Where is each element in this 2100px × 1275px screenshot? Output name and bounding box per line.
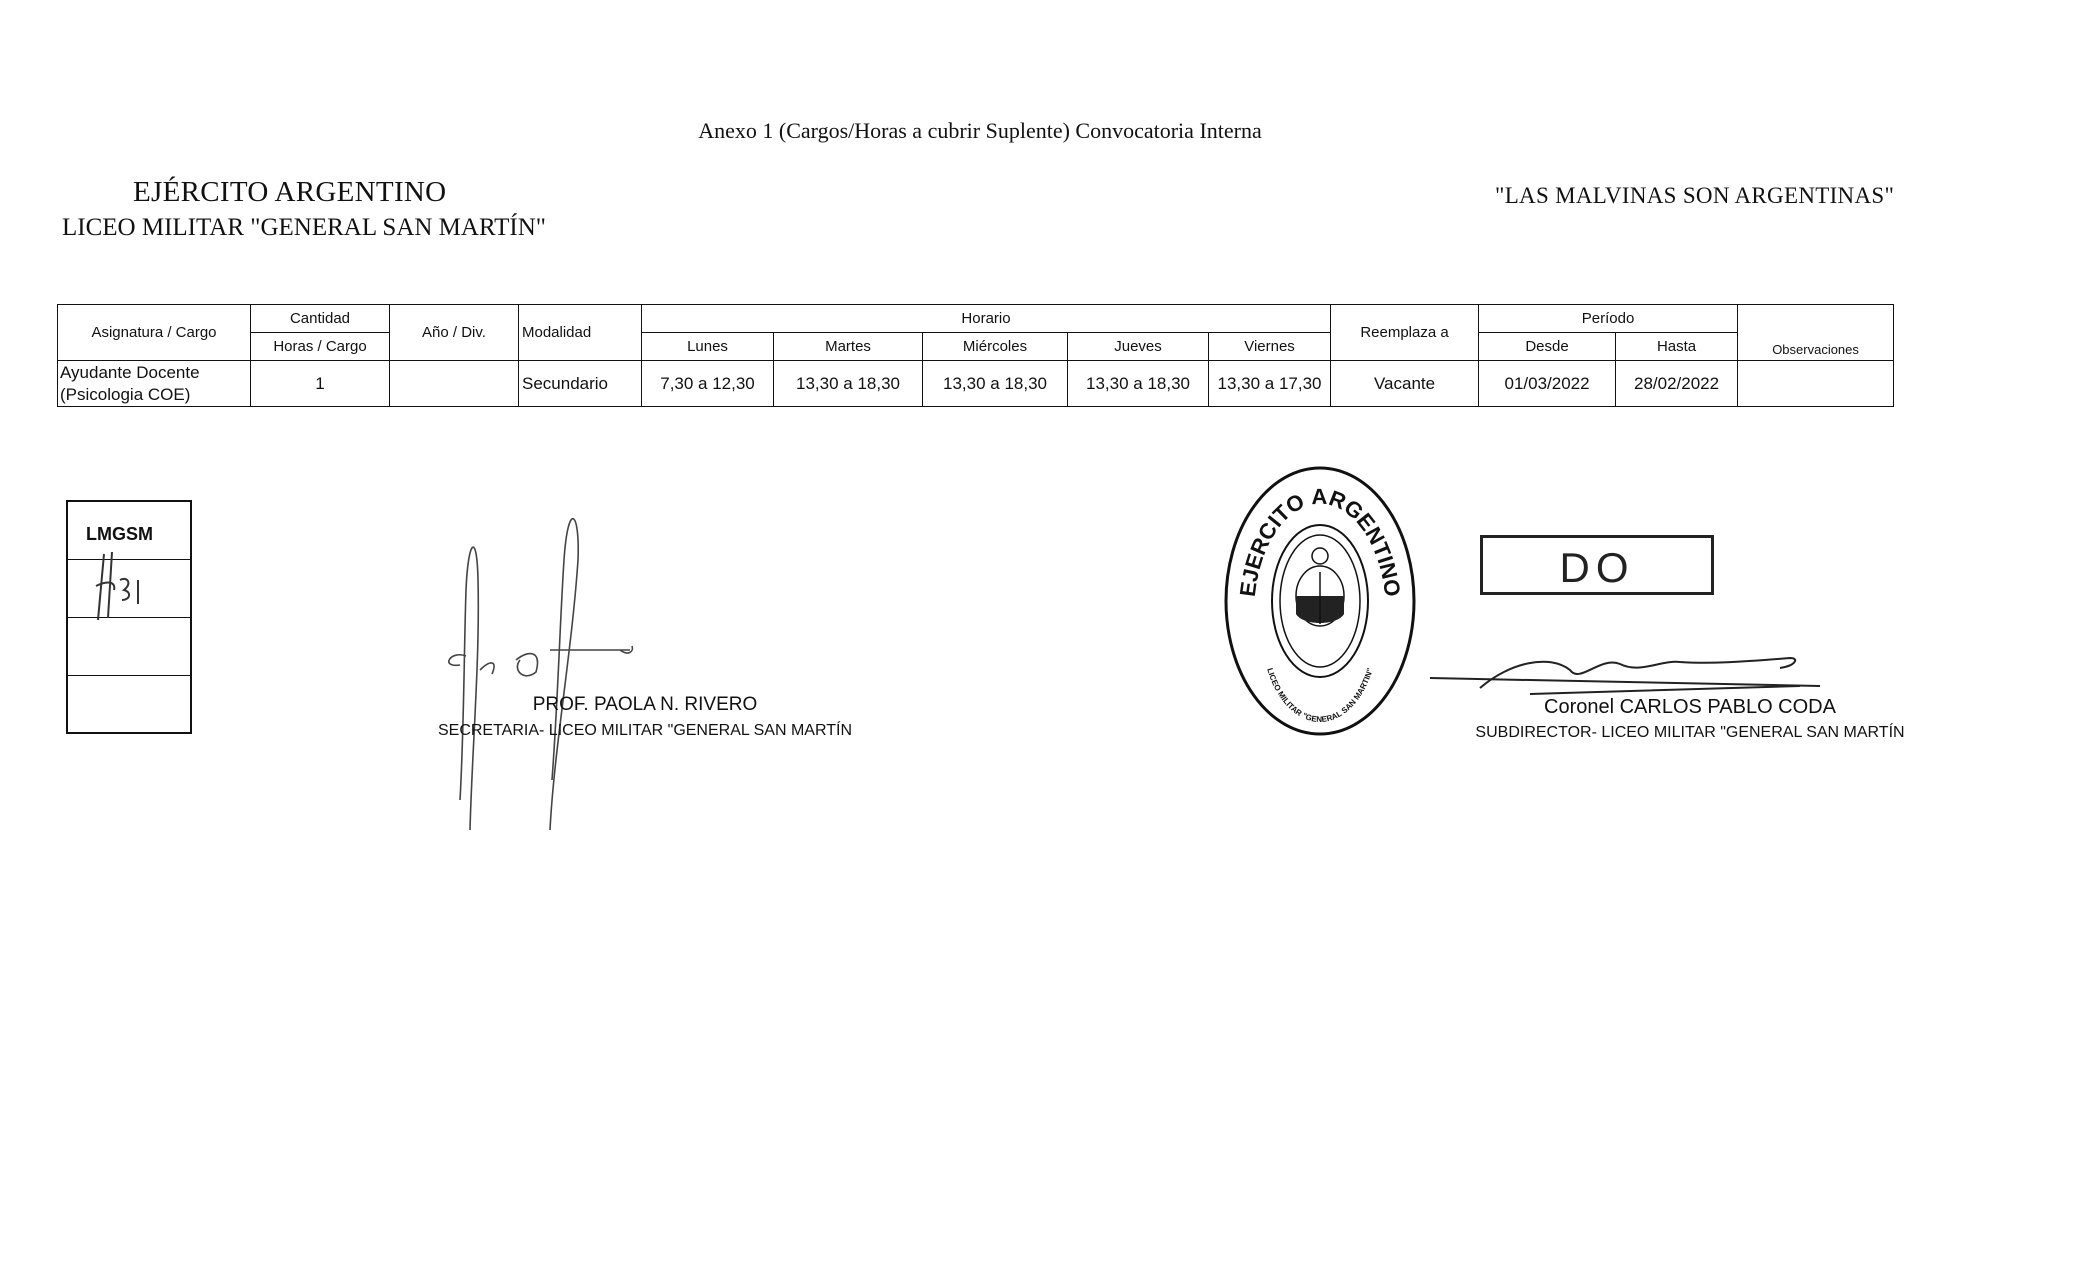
folio-label: LMGSM [86,524,153,544]
header-cantidad: Cantidad [251,305,390,333]
table-row [58,361,1894,407]
sun-icon [1312,548,1328,564]
cell-reemplaza: Vacante [1331,361,1479,407]
cell-hasta: 28/02/2022 [1616,361,1738,407]
cell-cantidad: 1 [251,361,390,407]
header-observaciones: Observaciones [1738,305,1894,361]
signature-left-name: PROF. PAOLA N. RIVERO [532,694,758,715]
folio-empty-cell [68,618,190,676]
signature-right-role: SUBDIRECTOR- LICEO MILITAR "GENERAL SAN MARTÍN [1475,724,1905,741]
org-unit: LICEO MILITAR "GENERAL SAN MARTÍN" [62,214,546,241]
header-desde: Desde [1479,333,1616,361]
header-jueves: Jueves [1068,333,1209,361]
header-hasta: Hasta [1616,333,1738,361]
signature-right-scribble [1420,650,1840,700]
asignatura-line2: (Psicologia COE) [60,384,191,404]
header-asignatura: Asignatura / Cargo [58,305,251,361]
motto: "LAS MALVINAS SON ARGENTINAS" [1495,183,1895,208]
cell-viernes: 13,30 a 17,30 [1209,361,1331,407]
cell-observaciones [1738,361,1894,407]
positions-table [57,304,1894,407]
cell-miercoles: 13,30 a 18,30 [923,361,1068,407]
cell-asignatura [58,361,251,407]
header-modalidad: Modalidad [519,305,642,361]
table-header-row [58,305,1894,333]
signature-left-role: SECRETARIA- LICEO MILITAR "GENERAL SAN MARTÍN [437,722,853,739]
cell-martes: 13,30 a 18,30 [774,361,923,407]
cell-modalidad: Secundario [519,361,642,407]
header-martes: Martes [774,333,923,361]
header-anio-div: Año / Div. [390,305,519,361]
org-name: EJÉRCITO ARGENTINO [133,176,447,208]
folio-number-cell [68,560,190,618]
header-reemplaza: Reemplaza a [1331,305,1479,361]
do-stamp [1480,535,1714,595]
cell-lunes: 7,30 a 12,30 [642,361,774,407]
official-seal-icon [1222,464,1418,738]
cell-anio-div [390,361,519,407]
header-lunes: Lunes [642,333,774,361]
folio-box [66,500,192,734]
header-horas-cargo: Horas / Cargo [251,333,390,361]
annex-title: Anexo 1 (Cargos/Horas a cubrir Suplente) Convocatoria Interna [698,118,1262,143]
table-subheader-row [58,333,1894,361]
signature-left-scribble [420,500,660,830]
cell-desde: 01/03/2022 [1479,361,1616,407]
svg-text:LICEO MILITAR "GENERAL SAN MAR [1265,667,1375,724]
header-horario: Horario [642,305,1331,333]
cell-jueves: 13,30 a 18,30 [1068,361,1209,407]
header-viernes: Viernes [1209,333,1331,361]
folio-empty-cell-2 [68,676,190,734]
header-periodo: Período [1479,305,1738,333]
seal-bottom-text: LICEO MILITAR "GENERAL SAN MARTIN" [1265,666,1375,725]
header-miercoles: Miércoles [923,333,1068,361]
seal-top-text: EJERCITO ARGENTINO [1234,483,1406,599]
asignatura-line1: Ayudante Docente [60,362,200,382]
signature-right-name: Coronel CARLOS PABLO CODA [1544,696,1836,718]
do-stamp-text: DO [1559,544,1635,591]
